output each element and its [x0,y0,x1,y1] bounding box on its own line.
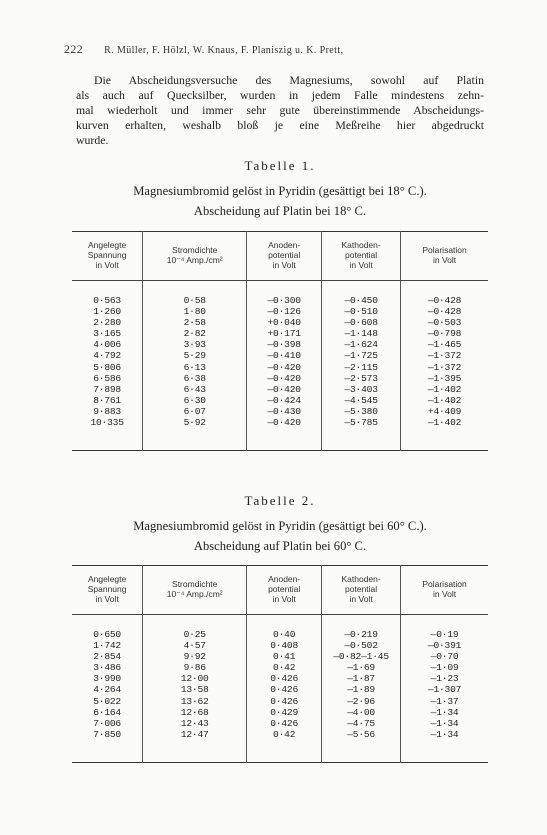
table-cell: —0·430 [267,405,301,417]
column-header-line: Anoden- [268,240,301,250]
table-cell: —0·428 [427,306,462,318]
column-header-line: Polarisation [422,245,467,255]
table-cell: —0·300 [267,295,301,306]
column-header-line: Polarisation [422,579,467,589]
table-cell: 3·93 [183,339,206,351]
column-header-line: in Volt [432,255,457,265]
table-cell: 0·40 [273,629,296,640]
column-header-line: potential [268,584,301,594]
data-column [401,615,488,763]
table-cell: 0·58 [183,295,206,306]
table-cell: 1·80 [183,306,206,318]
table-cell: —1·148 [344,328,378,340]
column-header [72,566,143,615]
table-cell: 1·260 [93,306,121,318]
table-cell: 2·280 [93,317,121,329]
table-cell: 9·86 [183,662,206,674]
table-cell: —0·391 [427,640,462,652]
table-cell: —4·00 [347,706,375,718]
table-cell: 6·586 [93,372,121,384]
table-cell: —1·34 [430,728,459,740]
table-cell: 13·62 [180,695,209,707]
table-cell: 0·429 [270,706,299,718]
table-cell: 4·006 [93,339,121,351]
table-cell: —3·403 [344,383,378,395]
table-cell: —5·56 [347,728,375,740]
table-cell: 10·335 [90,417,124,429]
table-cell: 4·792 [93,350,121,362]
table-cell: 0·563 [93,295,121,306]
column-header-line: in Volt [349,260,373,270]
data-column [401,281,488,451]
table-cell: 12·43 [180,717,209,729]
paragraph-line: mal wiederholt und immer sehr gute übereinstimmende Abscheidungs- [76,103,484,117]
table-cell: 5·29 [183,350,206,362]
table-cell: 9·883 [93,405,121,417]
table-cell: 3·990 [93,673,121,685]
column-header-line: 10⁻⁴ Amp./cm² [166,589,223,599]
table-cell: —2·115 [344,361,378,373]
column-header-line: in Volt [272,260,296,270]
table-cell: —1·372 [427,350,462,362]
column-header [143,232,247,281]
table-cell: —0·420 [267,361,301,373]
table-cell: 12·47 [180,728,209,740]
table-cell: 12·68 [180,706,209,718]
column-header-line: Spannung [87,250,127,260]
table-cell: 2·82 [183,328,206,340]
table-cell: —1·23 [430,673,459,685]
column-header-line: in Volt [95,260,119,270]
column-header [72,232,143,281]
column-header-line: Angelegte [87,574,127,584]
running-header [64,42,484,57]
table-cell: —0·428 [427,295,462,306]
column-header-line: in Volt [95,594,119,604]
paragraph-line: wurde. [76,133,109,147]
table-cell: 6·13 [183,361,206,373]
table-cell: 0·426 [270,717,299,729]
table-cell: —1·307 [427,684,462,696]
page-number: 222 [64,42,84,56]
table-cell: —4·545 [344,394,378,406]
column-header [143,566,247,615]
table-cell: 0·42 [273,662,296,674]
table-2 [72,565,488,763]
table-cell: 6·43 [183,383,206,395]
body-paragraph [76,73,484,148]
table-2-caption-line1: Magnesiumbromid gelöst in Pyridin (gesättigt bei 60° C.). [133,519,427,533]
table-cell: 5·806 [93,361,121,373]
table-cell: —0·19 [430,629,459,640]
table-cell: 9·92 [183,651,206,663]
table-cell: 2·854 [93,651,121,663]
table-cell: —0·219 [344,629,378,640]
table-cell: —1·402 [427,383,462,395]
column-header [247,232,322,281]
table-cell: —0·502 [344,640,378,652]
table-cell: 6·38 [183,372,206,384]
column-header-line: 10⁻⁴ Amp./cm² [166,255,223,265]
table-cell: +0·171 [267,328,301,340]
column-header [401,232,488,281]
table-cell: —1·725 [344,350,378,362]
table-cell: —4·75 [347,717,375,729]
table-cell: 8·761 [93,394,121,406]
table-cell: 0·408 [270,640,299,652]
table-cell: —0·420 [267,417,301,429]
table-cell: —0·398 [267,339,301,351]
table-cell: 7·006 [93,717,121,729]
column-header-line: Angelegte [87,240,127,250]
paragraph-line: kurven erhalten, weshalb bloß je eine Meßreihe hier abgedruckt [76,118,484,132]
data-column [72,281,143,451]
column-header-line: potential [345,250,378,260]
table-cell: +0·040 [267,317,301,329]
table-1-title: Tabelle 1. [244,158,316,173]
table-cell: —5·380 [344,405,378,417]
table-cell: —2·573 [344,372,378,384]
column-header-line: in Volt [349,594,373,604]
data-column [322,281,401,451]
table-cell: 0·426 [270,673,299,685]
column-header-line: Spannung [87,584,127,594]
table-cell: —0·126 [267,306,301,318]
table-cell: 6·07 [183,405,206,417]
table-2-caption-line2: Abscheidung auf Platin bei 60° C. [193,539,367,553]
table-cell: —0·420 [267,372,301,384]
table-cell: —0·798 [427,328,462,340]
table-cell: —1·89 [347,684,375,696]
table-cell: —1·624 [344,339,378,351]
table-cell: 4·264 [93,684,121,696]
column-header-line: Kathoden- [341,574,381,584]
table-cell: 1·742 [93,640,121,652]
table-cell: —0·503 [427,317,462,329]
column-header-line: Kathoden- [341,240,381,250]
data-column [322,615,401,763]
table-cell: 3·165 [93,328,121,340]
table-cell: —0·424 [267,394,301,406]
table-cell: 5·92 [183,417,206,429]
column-header [322,232,401,281]
table-cell: —5·785 [344,417,378,429]
table-cell: —0·410 [267,350,301,362]
table-cell: 5·022 [93,695,121,707]
table-cell: —0·70 [430,651,459,663]
table-cell: 0·426 [270,695,299,707]
table-cell: —1·402 [427,394,462,406]
column-header-line: potential [345,584,378,594]
data-column [247,615,322,763]
table-cell: 6·164 [93,706,121,718]
table-cell: —1·395 [427,372,462,384]
table-cell: —1·34 [430,706,459,718]
column-header-line: Anoden- [268,574,301,584]
table-cell: —1·69 [347,662,375,674]
column-header-line: in Volt [432,589,457,599]
data-column [72,615,143,763]
column-header [401,566,488,615]
data-column [143,615,247,763]
table-cell: 0·650 [93,629,121,640]
table-cell: —0·608 [344,317,378,329]
table-cell: 4·57 [183,640,206,652]
table-cell: 0·426 [270,684,299,696]
table-2-title: Tabelle 2. [244,493,316,508]
table-cell: —1·465 [427,339,462,351]
table-cell: —1·402 [427,417,462,429]
table-cell: 0·41 [273,651,296,663]
table-cell: 12·00 [180,673,209,685]
table-cell: 6·30 [183,394,206,406]
table-cell: —1·37 [430,695,459,707]
data-column [247,281,322,451]
table-cell: —0·82—1·45 [333,651,389,663]
column-header [247,566,322,615]
header-authors: R. Müller, F. Hölzl, W. Knaus, F. Planiszig u. K. Prett, [104,45,344,56]
table-cell: —1·372 [427,361,462,373]
table-cell: —1·34 [430,717,459,729]
column-header-line: potential [268,250,301,260]
table-cell: 13·58 [180,684,209,696]
table-cell: 2·58 [183,317,206,329]
paragraph-line: als auch auf Quecksilber, wurden in jedem Falle mindestens zehn- [76,88,484,102]
table-cell: 0·42 [273,728,296,740]
column-header-line: Stromdichte [172,245,218,255]
table-cell: 0·25 [183,629,206,640]
table-cell: —1·87 [347,673,375,685]
table-cell: +4·409 [427,405,462,417]
table-cell: —0·450 [344,295,378,306]
column-header-line: in Volt [272,594,296,604]
table-cell: —1·09 [430,662,459,674]
paragraph-line: Die Abscheidungsversuche des Magnesiums, sowohl auf Platin [94,73,484,87]
table-1-caption-line2: Abscheidung auf Platin bei 18° C. [193,204,367,218]
table-cell: 3·486 [93,662,121,674]
column-header [322,566,401,615]
table-cell: 7·850 [93,728,121,740]
data-column [143,281,247,451]
table-cell: —2·96 [347,695,375,707]
table-cell: —0·420 [267,383,301,395]
column-header-line: Stromdichte [172,579,218,589]
table-cell: —0·510 [344,306,378,318]
table-1 [72,231,488,451]
table-1-caption-line1: Magnesiumbromid gelöst in Pyridin (gesättigt bei 18° C.). [133,184,427,198]
table-cell: 7·898 [93,383,121,395]
